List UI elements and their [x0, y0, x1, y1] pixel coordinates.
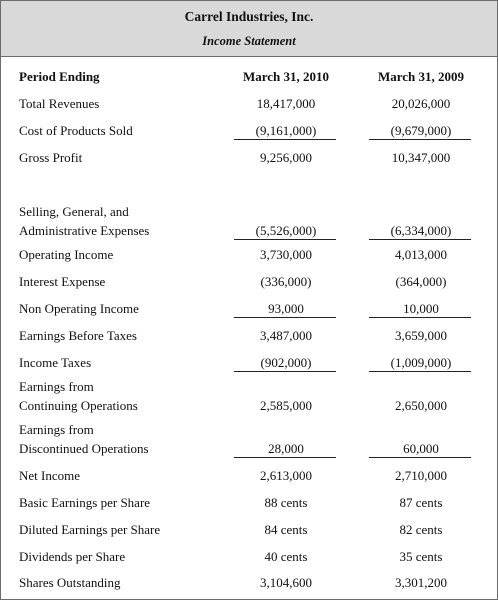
row-label: Interest Expense [19, 274, 106, 289]
row-value-2010: 40 cents [264, 549, 308, 564]
row-label: Income Taxes [19, 355, 92, 370]
subtotal-rule [234, 371, 336, 372]
row-label: Earnings from [19, 379, 94, 394]
column-header-period: Period Ending [19, 69, 100, 84]
subtotal-rule [234, 317, 336, 318]
column-header-2010: March 31, 2010 [242, 69, 330, 84]
subtotal-rule [369, 457, 471, 458]
row-value-2009: 3,659,000 [395, 328, 447, 343]
row-label: Selling, General, and [19, 204, 129, 219]
subtotal-rule [234, 457, 336, 458]
row-label: Dividends per Share [19, 549, 126, 564]
row-value-2010: 18,417,000 [256, 96, 316, 111]
row-label: Earnings Before Taxes [19, 328, 137, 343]
row-value-2010: 9,256,000 [260, 150, 312, 165]
row-label: Discontinued Operations [19, 441, 149, 456]
row-value-2010: (9,161,000) [255, 123, 317, 138]
row-value-2010: (5,526,000) [255, 223, 317, 238]
row-value-2009: 87 cents [399, 495, 443, 510]
row-value-2009: 4,013,000 [395, 247, 447, 262]
company-name: Carrel Industries, Inc. [184, 9, 314, 24]
row-value-2010: 3,104,600 [260, 575, 312, 590]
row-value-2009: (1,009,000) [390, 355, 452, 370]
row-value-2010: 93,000 [268, 301, 304, 316]
row-label: Administrative Expenses [19, 223, 150, 238]
row-value-2010: 3,487,000 [260, 328, 312, 343]
subtotal-rule [369, 317, 471, 318]
subtotal-rule [369, 139, 471, 140]
row-label: Shares Outstanding [19, 575, 121, 590]
row-value-2010: (336,000) [260, 274, 312, 289]
row-value-2010: 3,730,000 [260, 247, 312, 262]
row-label: Gross Profit [19, 150, 83, 165]
row-label: Earnings from [19, 422, 94, 437]
subtotal-rule [369, 371, 471, 372]
row-label: Continuing Operations [19, 398, 138, 413]
statement-title: Income Statement [202, 34, 296, 48]
row-label: Diluted Earnings per Share [19, 522, 161, 537]
subtotal-rule [369, 239, 471, 240]
row-value-2009: 2,650,000 [395, 398, 447, 413]
row-label: Cost of Products Sold [19, 123, 133, 138]
row-label: Operating Income [19, 247, 114, 262]
row-value-2009: (9,679,000) [390, 123, 452, 138]
row-label: Total Revenues [19, 96, 100, 111]
row-value-2010: (902,000) [260, 355, 312, 370]
row-value-2009: 10,347,000 [391, 150, 451, 165]
row-value-2010: 84 cents [264, 522, 308, 537]
table-header-band [1, 1, 497, 57]
row-value-2009: (364,000) [395, 274, 447, 289]
row-value-2009: 10,000 [403, 301, 439, 316]
subtotal-rule [234, 239, 336, 240]
row-value-2010: 2,613,000 [260, 468, 312, 483]
row-value-2009: 35 cents [399, 549, 443, 564]
row-value-2010: 28,000 [268, 441, 304, 456]
row-label: Net Income [19, 468, 81, 483]
subtotal-rule [234, 139, 336, 140]
row-value-2010: 88 cents [264, 495, 308, 510]
row-value-2010: 2,585,000 [260, 398, 312, 413]
row-value-2009: 82 cents [399, 522, 443, 537]
row-value-2009: 3,301,200 [395, 575, 447, 590]
column-header-2009: March 31, 2009 [377, 69, 465, 84]
row-label: Non Operating Income [19, 301, 139, 316]
row-label: Basic Earnings per Share [19, 495, 151, 510]
row-value-2009: 60,000 [403, 441, 439, 456]
row-value-2009: (6,334,000) [390, 223, 452, 238]
row-value-2009: 2,710,000 [395, 468, 447, 483]
row-value-2009: 20,026,000 [391, 96, 451, 111]
